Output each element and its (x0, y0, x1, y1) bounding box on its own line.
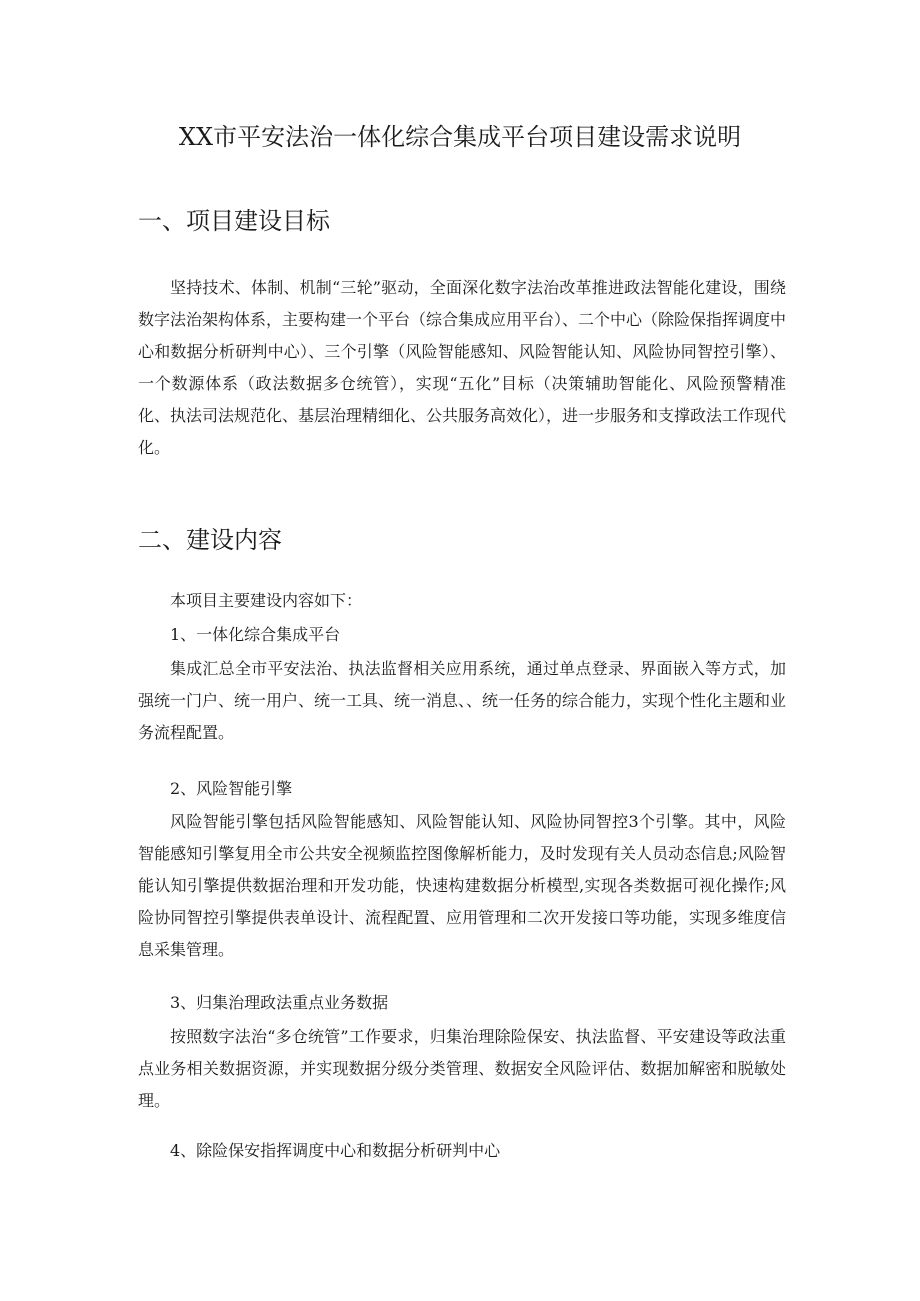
content-intro: 本项目主要建设内容如下： (170, 591, 363, 610)
goals-paragraph: 坚持技术、体制、机制“三轮”驱动，全面深化数字法治改革推进政法智能化建设，围绕数字法治架构体系，主要构建一个平台（综合集成应用平台）、二个中心（除险保指挥调度中心和数据分析研判中心）、三个引擎（风险智能感知、风险智能认知、风险协同智控引擎）、一个数源体系（政法数据多仓统管），实现“五化”目标（决策辅助智能化、风险预警精准化、执法司法规范化、基层治理精细化、公共服务高效化），进一步服务和支撑政法工作现代化。 (138, 278, 787, 457)
item-text-platform: 集成汇总全市平安法治、执法监督相关应用系统，通过单点登录、界面嵌入等方式，加强统一门户、统一用户、统一工具、统一消息、、统一任务的综合能力，实现个性化主题和业务流程配置。 (138, 659, 787, 742)
item-title-platform: 1、一体化综合集成平台 (170, 625, 341, 644)
item-text-data-governance: 按照数字法治“多仓统管”工作要求，归集治理除险保安、执法监督、平安建设等政法重点业务相关数据资源，并实现数据分级分类管理、数据安全风险评估、数据加解密和脱敏处理。 (138, 1027, 786, 1110)
item-title-command-center: 4、除险保安指挥调度中心和数据分析研判中心 (170, 1141, 501, 1160)
section-heading-goals: 一、项目建设目标 (138, 207, 330, 235)
document-title: XX市平安法治一体化综合集成平台项目建设需求说明 (178, 123, 742, 151)
section-heading-content: 二、建设内容 (138, 526, 282, 554)
item-text-risk-engine: 风险智能引擎包括风险智能感知、风险智能认知、风险协同智控3个引擎。其中，风险智能感知引擎复用全市公共安全视频监控图像解析能力，及时发现有关人员动态信息;风险智能认知引擎提供数据治理和开发功能，快速构建数据分析模型,实现各类数据可视化操作;风险协同智控引擎提供表单设计、流程配置、应用管理和二次开发接口等功能，实现多维度信息采集管理。 (138, 812, 786, 959)
item-title-data-governance: 3、归集治理政法重点业务数据 (170, 993, 389, 1012)
item-title-risk-engine: 2、风险智能引擎 (170, 779, 293, 798)
